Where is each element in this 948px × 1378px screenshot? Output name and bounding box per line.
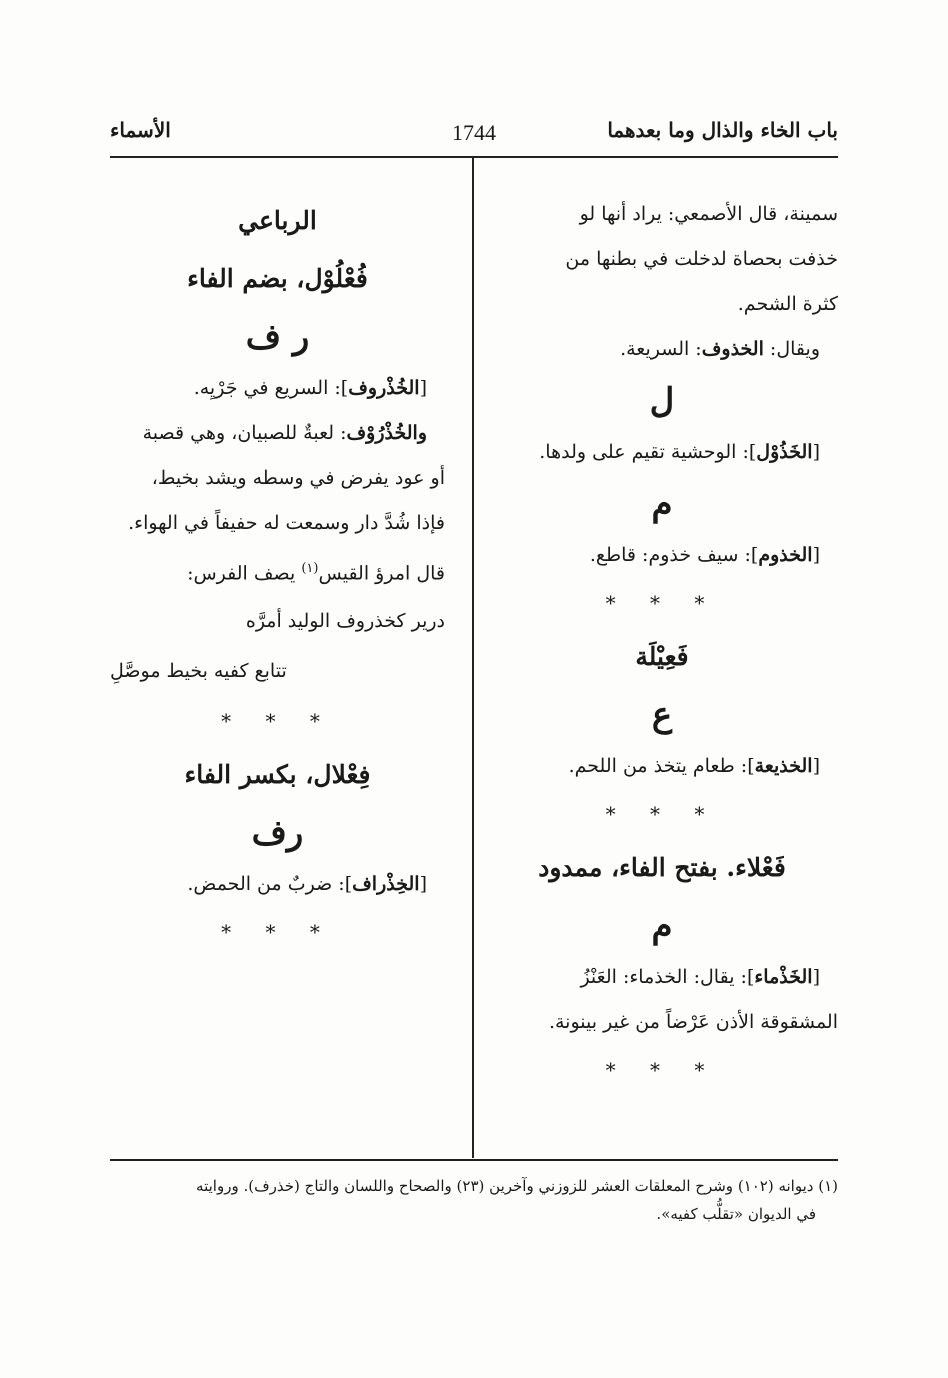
footnote-marker: (١) [301, 561, 319, 576]
separator-stars: * * * [605, 1058, 719, 1082]
separator-stars: * * * [605, 802, 719, 826]
left-column [110, 192, 445, 957]
footnote-line: في الديوان «تقلُّب كفيه». [656, 1205, 816, 1223]
separator-stars: * * * [605, 591, 719, 615]
entry-khidhraf: [الخِذْراف]: ضربٌ من الحمض. [187, 873, 427, 896]
body-line: سمينة، قال الأصمعي: يراد أنها لو [579, 203, 838, 225]
root-letter-ayn: ع [651, 695, 673, 735]
entry-khadhuf: ويقال: الخذوف: السريعة. [620, 338, 820, 360]
footnote-line: (١) ديوانه (١٠٢) وشرح المعلقات العشر للزوزني وآخرين (٢٣) والصحاح واللسان والتاج (خذرف). وروايته [196, 1177, 838, 1195]
header-rule [110, 156, 838, 158]
pattern-heading: فُعْلُوْل، بضم الفاء [187, 264, 368, 293]
quote-intro: قال امرؤ القيس$^{(١)}$ يصف الفرس: [187, 561, 445, 585]
entry-khudhruf-2: والخُذْرُوْف: لعبةٌ للصبيان، وهي قصبة [142, 422, 427, 444]
verse-line: تتابع كفيه بخيط موصَّلِ [110, 660, 287, 683]
separator-stars: * * * [221, 709, 334, 734]
entry-khadhma: [الخَذْماء]: يقال: الخذماء: العَنْزُ [580, 966, 820, 988]
separator-stars: * * * [221, 920, 334, 945]
root-letter-lam: ل [649, 381, 675, 421]
entry-khadhum: [الخذوم]: سيف خذوم: قاطع. [589, 544, 820, 566]
body-line: المشقوقة الأذن عَرْضاً من غير بينونة. [548, 1011, 838, 1033]
body-line: فإذا شُدَّ دار وسمعت له حفيفاً في الهواء. [128, 512, 445, 534]
section-title: الأسماء [110, 118, 171, 142]
column-divider [472, 158, 474, 1158]
right-column [486, 192, 838, 1095]
entry-khadhul: [الخَذُوْل]: الوحشية تقيم على ولدها. [539, 441, 820, 463]
body-line: كثرة الشحم. [737, 293, 838, 315]
section-heading: الرباعي [238, 206, 317, 235]
root-letters: رف [251, 813, 304, 854]
root-letters: ر ف [245, 317, 310, 357]
entry-khudhruf: [الخُذْروف]: السريع في جَرْيِه. [193, 377, 427, 399]
body-line: خذفت بحصاة لدخلت في بطنها من [565, 248, 838, 270]
body-line: أو عود يفرض في وسطه ويشد بخيط، [151, 467, 445, 489]
chapter-title: باب الخاء والذال وما بعدهما [607, 118, 838, 142]
pattern-heading: فِعْلال، بكسر الفاء [184, 760, 371, 790]
pattern-heading: فَعْلاء. بفتح الفاء، ممدود [538, 853, 786, 882]
verse-line: درير كخذروف الوليد أمرَّه [245, 610, 445, 633]
footnotes [110, 1172, 838, 1228]
root-letter-mim: م [651, 906, 673, 946]
pattern-heading: فَعِيْلَة [635, 642, 689, 671]
root-letter-mim: م [651, 484, 673, 524]
footnote-rule [110, 1159, 838, 1161]
page-number: 1744 [452, 120, 496, 145]
entry-khadhia: [الخذيعة]: طعام يتخذ من اللحم. [568, 755, 820, 777]
